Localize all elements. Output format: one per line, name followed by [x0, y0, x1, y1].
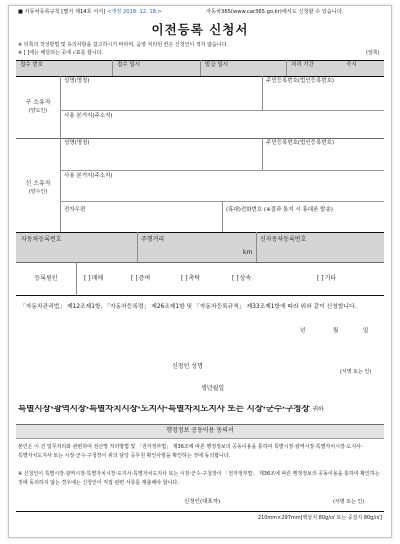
form-reference [18, 10, 162, 15]
cause-option-gift[interactable] [131, 276, 150, 282]
checkbox[interactable]: [ ] [181, 275, 188, 282]
divider [256, 232, 257, 262]
old-owner-id-label: 주민등록번호(법인등록번호) [266, 78, 335, 84]
new-owner-name-label: 성명(명칭) [64, 140, 90, 146]
checkbox-note: ※ [ ]에는 해당되는 곳에 √표를 합니다. [18, 50, 104, 56]
applicant-birth-label: 생년월일 [201, 385, 225, 392]
application-statement: 「자동차관리법」 제12조제1항, 「자동차등록령」 제26조제1항 및 「자동차등록규칙」 제33조제1항에 따라 위와 같이 신청합니다. [20, 304, 357, 310]
new-owner-phone-label: (휴대)전화번호 (※결과 통지 시 휴대폰 발송) [226, 207, 333, 213]
receipt-number-label: 접수 번호 [20, 62, 44, 68]
new-owner-label: 신 소유자 [25, 180, 51, 187]
processing-period-label: 처리 기간 [291, 62, 315, 68]
divider [16, 438, 384, 439]
applicant-name-label: 신청인 성명 [172, 363, 203, 370]
receipt-date-label: 접수 일시 [117, 62, 141, 68]
new-owner-email-label: 전자우편 [64, 207, 86, 213]
new-owner-address-label: 사용 본거지(주소지) [64, 173, 113, 179]
old-owner-name-field[interactable] [61, 77, 261, 110]
new-owner-email-field[interactable] [61, 202, 222, 232]
date-day: 일 [363, 328, 369, 334]
guide-note: ※ 뒤쪽의 작성방법 및 유의사항을 참고하시기 바라며, 음영 처리된 칸은 신청인이 적지 않습니다. [18, 42, 228, 48]
new-owner-name-field[interactable] [61, 139, 261, 170]
checkbox[interactable]: [ ] [131, 275, 138, 282]
form-ref-text: ■ 자동차등록규칙 [별지 제14호 서식] [18, 9, 106, 15]
divider [112, 60, 113, 76]
consent-title: 행정정보 공동이용 동의서 [166, 427, 234, 434]
old-owner-name-label: 성명(명칭) [64, 78, 90, 84]
old-owner-label: 구 소유자 [25, 99, 51, 106]
divider [16, 262, 384, 263]
applicant-sign-label: (서명 또는 인) [340, 369, 372, 375]
divider [16, 295, 384, 296]
consent-notice: ※ 신청인이 특별시장·광역시장·특별자치시장·도지사·특별자치도지사 또는 시장·군수·구청장이 「전자정부법」 제36조에 따른 행정정보의 공동이용을 통하여 확인하는 것에 동의하지 않는 경우에는 신청인이 직접 관련 서류를 제출해야 합니다. [18, 471, 380, 486]
cause-option-sale[interactable] [84, 276, 103, 282]
consent-sign-label: (서명 또는 인) [333, 499, 365, 505]
addressee-suffix: 귀하 [312, 406, 324, 413]
date-month: 월 [333, 328, 339, 334]
checkbox[interactable]: [ ] [232, 275, 239, 282]
online-notice: 자동차365(www.car365.go.kr)에서도 신청할 수 있습니다. [206, 9, 344, 15]
cause-option-label: 촉탁 [188, 275, 201, 282]
mileage-unit: km [243, 249, 253, 256]
old-owner-sub-label: (양도인) [28, 108, 48, 114]
cause-option-label: 증여 [138, 275, 151, 282]
date-year: 년 [300, 328, 306, 334]
divider [200, 60, 201, 76]
checkbox[interactable]: [ ] [84, 275, 91, 282]
processing-period-value: 즉시 [346, 62, 357, 68]
cause-option-label: 상속 [239, 275, 252, 282]
issue-date-label: 발급 일시 [205, 62, 229, 68]
addressee-text: 특별시장·광역시장·특별자치시장·도지사·특별자치도지사 또는 시장·군수·구청장 [18, 405, 310, 414]
mileage-label: 주행거리 [141, 236, 165, 243]
new-owner-id-label: 주민등록번호(법인등록번호) [266, 140, 335, 146]
cause-option-label: 기타 [324, 275, 337, 282]
cause-option-inheritance[interactable] [232, 276, 251, 282]
cause-option-other[interactable] [317, 276, 336, 282]
divider [286, 60, 287, 76]
cause-option-commission[interactable] [181, 276, 200, 282]
cause-label: 등록원인 [34, 275, 58, 282]
checkbox[interactable]: [ ] [317, 275, 324, 282]
addressee [18, 405, 384, 414]
divider [76, 262, 77, 295]
consent-body: 본인은 이 건 업무처리와 관련하여 전산망 처리방법 및 「전자정부법」 제36조에 따른 행정정보의 공동이용을 통하여 특별시장·광역시장·특별자치시장·도지사·특별자치도지사 또는 시장·군수·구청장이 위의 담당 공무원 확인사항을 확인하는 것에 동의합니다. [18, 444, 363, 459]
old-owner-address-label: 사용 본거지(주소지) [64, 113, 113, 119]
page-title: 이전등록 신청서 [151, 22, 249, 37]
new-owner-sub-label: (양수인) [28, 189, 48, 195]
page-side-label: (앞쪽) [366, 50, 380, 56]
vehicle-reg-no-label: 자동차등록번호 [21, 236, 62, 243]
new-reg-no-label: 신자동차등록번호 [260, 236, 307, 243]
consent-signer-label: 신청인(대표자) [184, 499, 221, 505]
paper-spec: 210mm×297mm[백상지 80g/㎡ 또는 중질지 80g/㎡] [257, 515, 382, 521]
divider [16, 511, 384, 512]
revision-date: <개정 2018. 12. 18.> [106, 9, 162, 15]
cause-option-label: 매매 [91, 275, 104, 282]
